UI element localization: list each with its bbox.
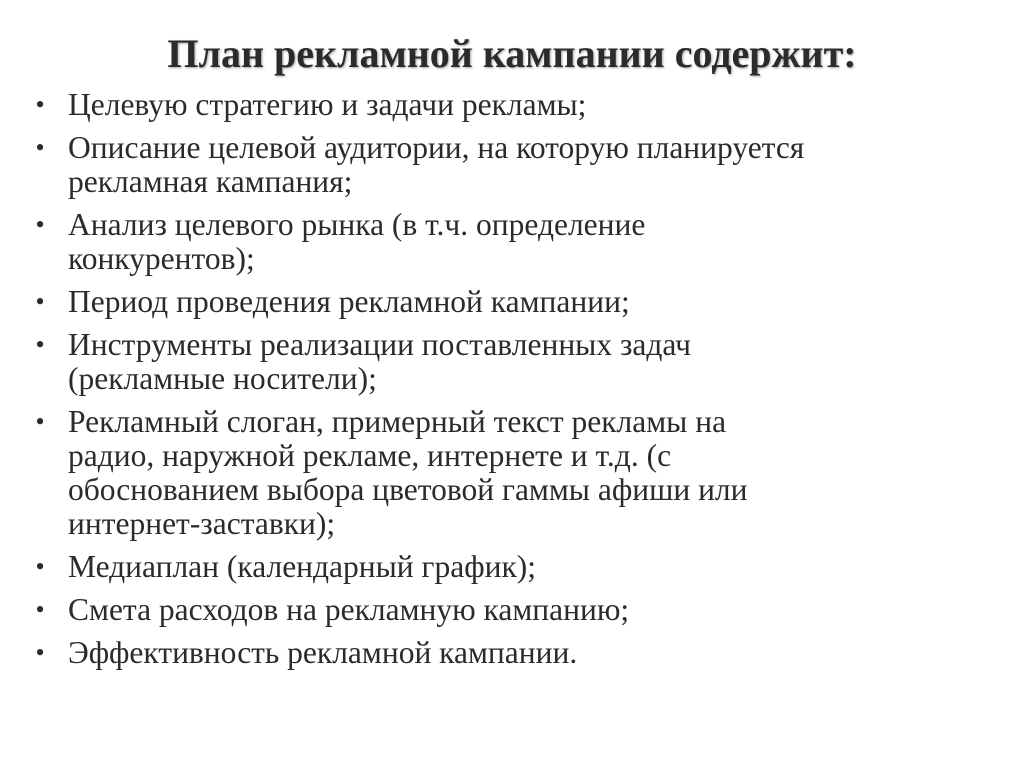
list-item-line: Эффективность рекламной кампании. bbox=[68, 635, 578, 670]
list-item bbox=[30, 550, 990, 584]
list-item-line: Медиаплан (календарный график); bbox=[68, 549, 537, 584]
bullet-icon: • bbox=[35, 330, 45, 359]
bullet-icon: • bbox=[35, 287, 45, 316]
bullet-icon: • bbox=[35, 552, 45, 581]
list-item bbox=[30, 328, 990, 396]
list-item bbox=[30, 131, 990, 199]
bullet-icon: • bbox=[35, 638, 45, 667]
bullet-icon: • bbox=[35, 595, 45, 624]
list-item-line: рекламная кампания; bbox=[68, 164, 353, 199]
list-item-line: Период проведения рекламной кампании; bbox=[68, 284, 630, 319]
list-item-line: радио, наружной рекламе, интернете и т.д. (с bbox=[68, 438, 672, 473]
list-item bbox=[30, 593, 990, 627]
list-item-text bbox=[68, 550, 990, 584]
list-item-line: Смета расходов на рекламную кампанию; bbox=[68, 592, 630, 627]
list-item-line: обоснованием выбора цветовой гаммы афиши или bbox=[68, 472, 748, 507]
list-item bbox=[30, 88, 990, 122]
bullet-list bbox=[30, 88, 990, 679]
list-item-text bbox=[68, 636, 990, 670]
list-item bbox=[30, 405, 990, 541]
list-item-line: Рекламный слоган, примерный текст рекламы на bbox=[68, 404, 727, 439]
list-item-line: Инструменты реализации поставленных задач bbox=[68, 327, 691, 362]
list-item-line: Анализ целевого рынка (в т.ч. определение bbox=[68, 207, 646, 242]
bullet-icon: • bbox=[35, 133, 45, 162]
list-item-text bbox=[68, 285, 990, 319]
list-item-line: интернет-заставки); bbox=[68, 506, 336, 541]
bullet-icon: • bbox=[35, 90, 45, 119]
list-item-text bbox=[68, 405, 990, 541]
list-item bbox=[30, 208, 990, 276]
list-item-text bbox=[68, 208, 990, 276]
list-item-text bbox=[68, 593, 990, 627]
list-item-text bbox=[68, 328, 990, 396]
bullet-icon: • bbox=[35, 407, 45, 436]
list-item-line: Целевую стратегию и задачи рекламы; bbox=[68, 87, 587, 122]
list-item-line: конкурентов); bbox=[68, 241, 255, 276]
list-item-text bbox=[68, 88, 990, 122]
list-item-text bbox=[68, 131, 990, 199]
slide-title: План рекламной кампании содержит: bbox=[167, 31, 857, 76]
list-item-line: (рекламные носители); bbox=[68, 361, 377, 396]
bullet-icon: • bbox=[35, 210, 45, 239]
list-item bbox=[30, 285, 990, 319]
list-item-line: Описание целевой аудитории, на которую планируется bbox=[68, 130, 805, 165]
list-item bbox=[30, 636, 990, 670]
